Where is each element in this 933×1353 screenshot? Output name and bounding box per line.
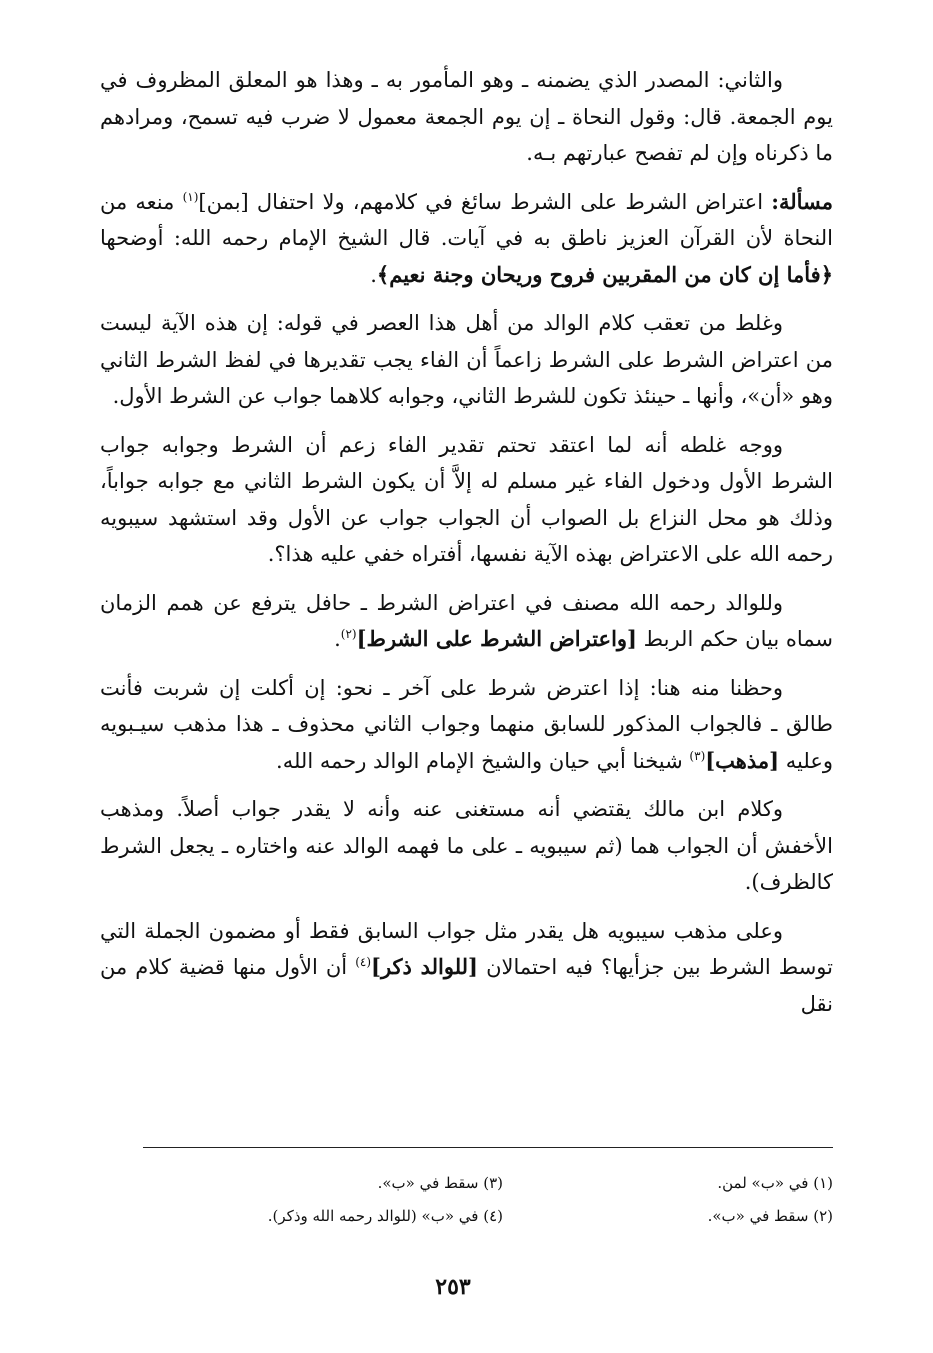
paragraph-7 xyxy=(100,791,833,901)
book-page xyxy=(100,62,833,1322)
bracketed-title: [واعتراض الشرط على الشرط] xyxy=(356,626,637,651)
paragraph-text: شيخنا أبي حيان والشيخ الإمام الوالد رحمه الله. xyxy=(276,748,690,773)
paragraph-text: وحظنا منه هنا: إذا اعترض شرط على آخر ـ نحو: إن أكلت إن شربت فأنت طالق ـ فالجواب المذكور للسابق منهما وجواب الثاني محذوف ـ هذا مذهب سيـبويه وعليه xyxy=(100,675,833,773)
paragraph-4 xyxy=(100,427,833,573)
paragraph-text: . xyxy=(334,627,341,651)
footnote-ref: (٢) xyxy=(340,627,357,641)
paragraph-text: والثاني: المصدر الذي يضمنه ـ وهو المأمور به ـ وهذا هو المعلق المظروف في يوم الجمعة. قال: وقول النحاة ـ إن يوم الجمعة معمول لا ضرب فيه تسمح، ومرادهم ما ذكرناه وإن لم تفصح عبارتهم بـه. xyxy=(100,68,833,165)
paragraph-text: وللوالد رحمه الله مصنف في اعتراض الشرط ـ حافل يترفع عن همم الزمان سماه بيان حكم الربط xyxy=(100,590,833,651)
footnotes-column-left xyxy=(163,1167,503,1233)
footnote-2: (٢) سقط في «ب». xyxy=(707,1207,833,1225)
paragraph-text: . xyxy=(370,262,377,287)
paragraph-text: اعتراض الشرط على الشرط سائغ في كلامهم، ولا احتفال [بمن] xyxy=(198,189,772,214)
paragraph-6 xyxy=(100,670,833,780)
footnote-1: (١) في «ب» لمن. xyxy=(717,1174,833,1192)
issue-heading: مسألة: xyxy=(771,188,834,214)
paragraph-3 xyxy=(100,305,833,415)
paragraph-text: وعلى مذهب سيبويه هل يقدر مثل جواب السابق فقط أو مضمون الجملة التي توسط الشرط بين جزأيها؟ فيه احتمالان xyxy=(100,918,833,979)
paragraph-text: ووجه غلطه أنه لما اعتقد تحتم تقدير الفاء زعم أن الشرط وجوابه جواب الشرط الأول ودخول الفاء غير مسلم له إلاَّ أن يكون الشرط الثاني مع جوابه جواباً، وذلك هو محل النزاع بل الصواب أن الجواب جواب عن الأول وقد استشهد سيبويه رحمه الله على الاعتراض بهذه الآية نفسها، أفتراه خفي عليه هذا؟. xyxy=(100,432,833,566)
body-text xyxy=(100,62,833,1022)
bracketed-word: [للوالد ذكر] xyxy=(371,954,478,979)
paragraph-8 xyxy=(100,913,833,1023)
paragraph-text: منعه من النحاة لأن القرآن العزيز ناطق به في آيات. قال الشيخ الإمام رحمه الله: أوضحها xyxy=(100,189,833,250)
footnotes-column-right xyxy=(493,1167,833,1233)
paragraph-text: وغلط من تعقب كلام الوالد من أهل هذا العصر في قوله: إن هذه الآية ليست من اعتراض الشرط على الشرط زاعماً أن الفاء يجب تقديرها في لفظ الشرط الثاني وهو «أن»، وأنها ـ حينئذ تكون للشرط الثاني، وجوابه كلاهما جواب عن الشرط الأول. xyxy=(100,311,833,408)
paragraph-text: أن الأول منها قضية كلام من نقل xyxy=(100,955,833,1016)
paragraph-5 xyxy=(100,585,833,658)
footnote-3: (٣) سقط في «ب». xyxy=(377,1174,503,1192)
page-number: ٢٥٣ xyxy=(435,1274,471,1300)
footnote-4: (٤) في «ب» (للوالد رحمه الله وذكر). xyxy=(267,1207,503,1225)
footnote-ref: (٤) xyxy=(355,955,372,969)
footnote-divider xyxy=(143,1147,833,1148)
footnote-ref: (٣) xyxy=(689,748,706,763)
bracketed-word: [مذهب] xyxy=(705,747,780,773)
paragraph-1 xyxy=(100,62,833,172)
paragraph-2 xyxy=(100,184,833,294)
footnote-ref: (١) xyxy=(182,189,199,204)
paragraph-text: وكلام ابن مالك يقتضي أنه مستغنى عنه وأنه لا يقدر جواب أصلاً. ومذهب الأخفش أن الجواب هما (ثم سيبويه ـ على ما فهمه الوالد عنه واختاره ـ يجعل الشرط كالظرف). xyxy=(100,797,833,894)
quran-quote: ﴿فأما إن كان من المقربين فروح وريحان وجنة نعيم﴾ xyxy=(376,261,833,287)
